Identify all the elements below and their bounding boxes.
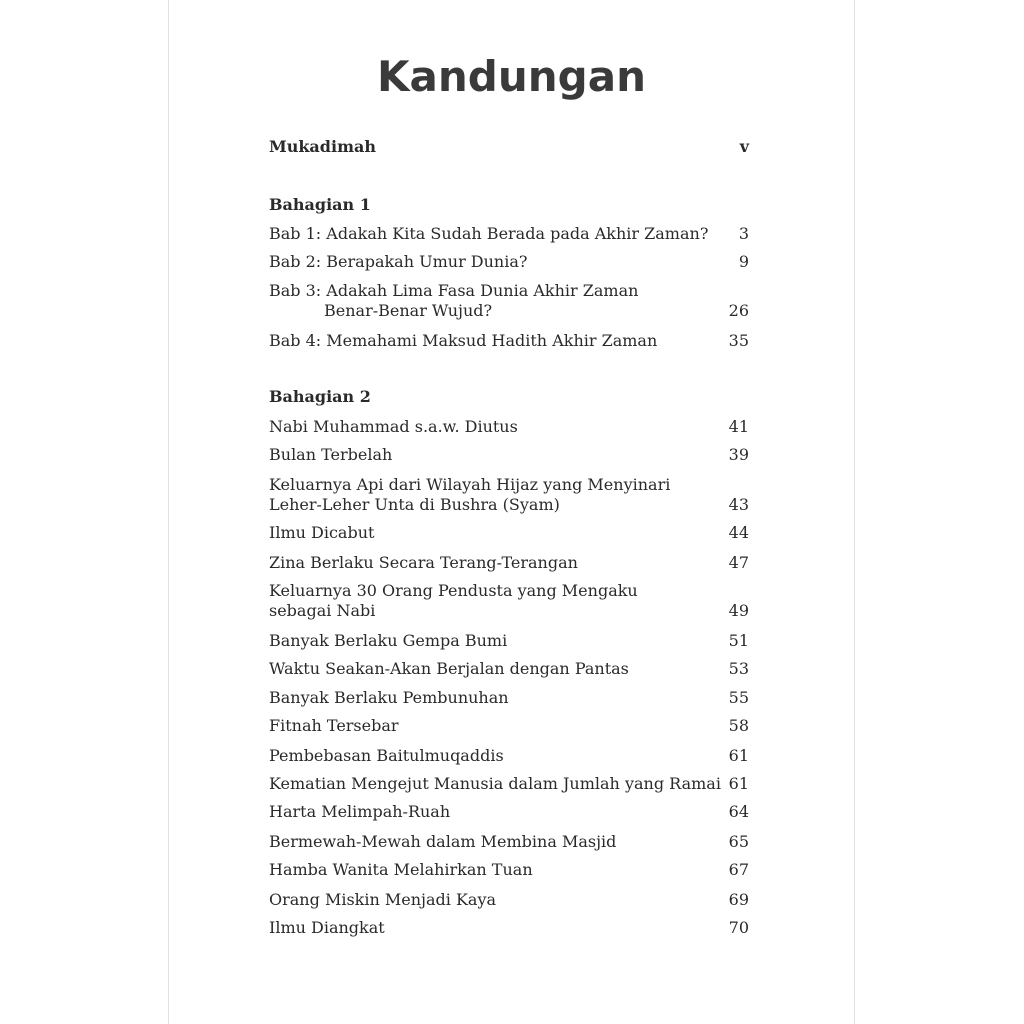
toc-entry-label: Nabi Muhammad s.a.w. Diutus — [269, 417, 518, 436]
toc-entry — [269, 252, 749, 272]
toc-entry — [269, 281, 749, 321]
toc-entry-label: Harta Melimpah-Ruah — [269, 802, 451, 821]
toc-entry-label: Bab 3: Adakah Lima Fasa Dunia Akhir Zaman — [269, 281, 639, 300]
part-heading: Bahagian 1 — [269, 195, 371, 214]
toc-entry-label-continued: sebagai Nabi — [269, 601, 376, 620]
toc-entry-label: Pembebasan Baitulmuqaddis — [269, 746, 504, 765]
toc-entry — [269, 417, 749, 437]
toc-entry — [269, 688, 749, 708]
toc-entry-label: Keluarnya Api dari Wilayah Hijaz yang Menyinari — [269, 475, 671, 494]
toc-entry — [269, 475, 749, 515]
toc-entry-label: Hamba Wanita Melahirkan Tuan — [269, 860, 533, 879]
toc-entry-label: Mukadimah — [269, 137, 376, 156]
toc-page-number: v — [739, 137, 749, 156]
toc-page-number: 47 — [728, 553, 749, 572]
toc-page-number: 55 — [728, 688, 749, 707]
toc-page-number: 3 — [738, 224, 749, 243]
toc-page-number: 53 — [728, 659, 749, 678]
toc-entry-label: Fitnah Tersebar — [269, 716, 399, 735]
toc-page-number: 35 — [728, 331, 749, 350]
toc-page-number: 26 — [728, 301, 749, 320]
toc-page-number: 9 — [738, 252, 749, 271]
toc-entry — [269, 716, 749, 736]
toc-entry-label: Waktu Seakan-Akan Berjalan dengan Pantas — [269, 659, 629, 678]
toc-entry-label: Banyak Berlaku Pembunuhan — [269, 688, 509, 707]
toc-entry-label: Bulan Terbelah — [269, 445, 393, 464]
toc-page-number: 44 — [728, 523, 749, 542]
toc-entry-front — [269, 137, 749, 157]
toc-page-number: 51 — [728, 631, 749, 650]
toc-entry-label: Ilmu Diangkat — [269, 918, 385, 937]
toc-entry — [269, 832, 749, 852]
toc-page-number: 64 — [728, 802, 749, 821]
toc-page-number: 41 — [728, 417, 749, 436]
toc-entry-label: Bab 1: Adakah Kita Sudah Berada pada Akhir Zaman? — [269, 224, 709, 243]
toc-entry — [269, 523, 749, 543]
toc-page-number: 39 — [728, 445, 749, 464]
toc-entry — [269, 860, 749, 880]
page-title: Kandungan — [377, 52, 646, 101]
toc-entry — [269, 631, 749, 651]
toc-page-number: 70 — [728, 918, 749, 937]
toc-page-number: 61 — [728, 746, 749, 765]
toc-page-number: 58 — [728, 716, 749, 735]
part-heading: Bahagian 2 — [269, 387, 371, 406]
toc-entry-label: Orang Miskin Menjadi Kaya — [269, 890, 497, 909]
toc-page-number: 69 — [728, 890, 749, 909]
toc-page-number: 43 — [728, 495, 749, 514]
toc-entry — [269, 802, 749, 822]
toc-entry-label: Banyak Berlaku Gempa Bumi — [269, 631, 508, 650]
toc-entry — [269, 553, 749, 573]
toc-entry-label-continued: Leher-Leher Unta di Bushra (Syam) — [269, 495, 560, 514]
toc-entry — [269, 445, 749, 465]
toc-entry-label: Bermewah-Mewah dalam Membina Masjid — [269, 832, 617, 851]
toc-entry-label: Bab 2: Berapakah Umur Dunia? — [269, 252, 528, 271]
toc-entry-label: Keluarnya 30 Orang Pendusta yang Mengaku — [269, 581, 638, 600]
book-page — [168, 0, 855, 1024]
toc-page-number: 65 — [728, 832, 749, 851]
toc-entry — [269, 774, 749, 794]
toc-entry-label-continued: Benar-Benar Wujud? — [324, 301, 493, 320]
toc-entry — [269, 890, 749, 910]
toc-page-number: 49 — [728, 601, 749, 620]
toc-page-number: 67 — [728, 860, 749, 879]
toc-entry-label: Zina Berlaku Secara Terang-Terangan — [269, 553, 578, 572]
toc-entry-label: Bab 4: Memahami Maksud Hadith Akhir Zaman — [269, 331, 658, 350]
toc-entry — [269, 581, 749, 621]
toc-entry-label: Kematian Mengejut Manusia dalam Jumlah yang Ramai — [269, 774, 721, 793]
toc-entry-label: Ilmu Dicabut — [269, 523, 375, 542]
toc-entry — [269, 659, 749, 679]
toc-entry — [269, 746, 749, 766]
toc-entry — [269, 331, 749, 351]
toc-entry — [269, 224, 749, 244]
toc-entry — [269, 918, 749, 938]
toc-page-number: 61 — [728, 774, 749, 793]
